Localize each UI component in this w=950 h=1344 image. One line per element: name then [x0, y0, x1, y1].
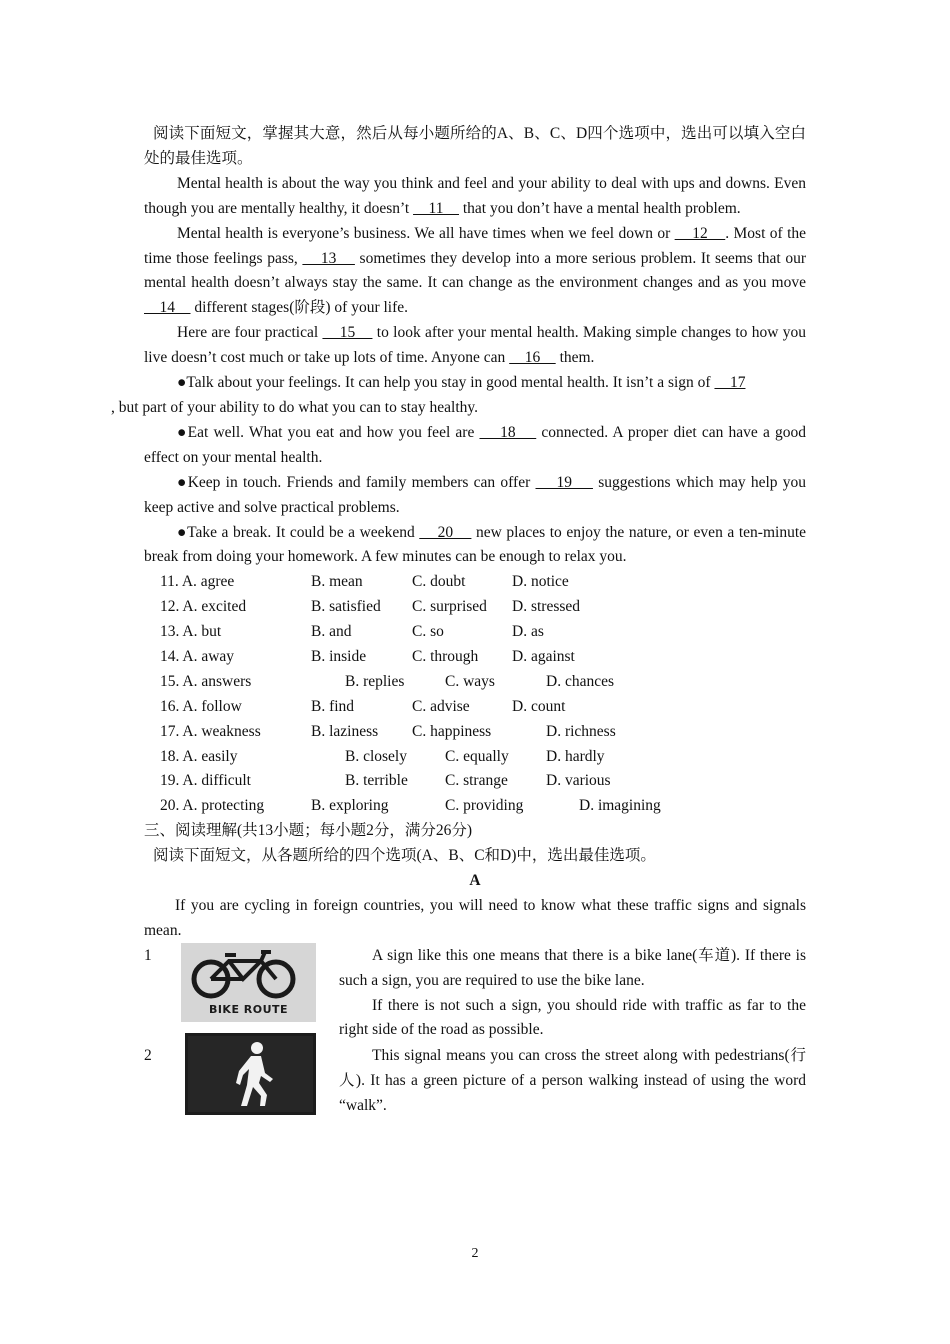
option-row-15: 15. A. answers B. replies C. ways D. chances — [160, 672, 614, 690]
options-list — [144, 570, 806, 819]
blank-13: 13 — [302, 249, 355, 267]
cloze-paragraph-1: Mental health is about the way you think and feel and your ability to deal with ups and downs. Even though you are mentally healthy, it doesn’t 11 that you don’t have a mental health problem. — [144, 174, 806, 217]
cloze-paragraph-7: ●Take a break. It could be a weekend 20 new places to enjoy the nature, or even a ten-minute break from doing your homework. A few minutes can be enough to relax you. — [144, 523, 806, 566]
cloze-paragraph-3: Here are four practical 15 to look after your mental health. Making simple changes to how you live doesn’t cost much or take up lots of time. Anyone can 16 them. — [144, 324, 806, 367]
option-row-18: 18. A. easily B. closely C. equally D. hardly — [160, 747, 605, 765]
sign-item-1 — [144, 944, 806, 1044]
option-row-11: 11. A. agree B. mean C. doubt D. notice — [160, 573, 569, 591]
blank-17: 17 — [714, 374, 746, 392]
option-row-16: 16. A. follow B. find C. advise D. count — [160, 697, 566, 715]
blank-16: 16 — [509, 349, 556, 367]
item-2-text: This signal means you can cross the street along with pedestrians(行人). It has a green picture of a person walking instead of using the word “walk”. — [339, 1046, 806, 1114]
page-number: 2 — [471, 1246, 479, 1261]
cloze-paragraph-5: ●Eat well. What you eat and how you feel are 18 connected. A proper diet can have a good effect on your mental health. — [144, 423, 807, 466]
bike-route-sign — [181, 943, 316, 1022]
option-row-13: 13. A. but B. and C. so D. as — [160, 623, 544, 641]
item-number: 2 — [144, 1046, 152, 1064]
item-1-text: A sign like this one means that there is a bike lane(车道). If there is such a sign, you are required to use the bike lane. If there is not such a sign, you should ride with traffic as far to the right side of the road as possible. — [339, 946, 806, 1039]
cloze-paragraph-2: Mental health is everyone’s business. We all have times when we feel down or 12 . Most of the time those feelings pass, 13 sometimes they develop into a more serious problem. It seems that our mental health doesn’t always stay the same. It can change as the environment changes and as you move 14 different stages(阶段) of your life. — [144, 224, 807, 317]
blank-15: 15 — [322, 324, 373, 342]
blank-19: 19 — [535, 473, 593, 491]
walking-person-icon — [185, 1033, 316, 1115]
blank-11: 11 — [413, 199, 459, 217]
cloze-instruction: 阅读下面短文，掌握其大意，然后从每小题所给的A、B、C、D四个选项中，选出可以填入空白处的最佳选项。 — [144, 125, 806, 167]
blank-18: 18 — [479, 423, 537, 441]
cloze-paragraph-4: ●Talk about your feelings. It can help you stay in good mental health. It isn’t a sign of 17 , but part of your ability to do what you can to stay healthy. — [111, 374, 746, 416]
option-row-14: 14. A. away B. inside C. through D. against — [160, 647, 575, 665]
reading-instruction: 阅读下面短文，从各题所给的四个选项(A、B、C和D)中，选出最佳选项。 — [153, 847, 656, 865]
option-row-19: 19. A. difficult B. terrible C. strange D. various — [160, 772, 611, 790]
cloze-paragraph-6: ●Keep in touch. Friends and family members can offer 19 suggestions which may help you keep active and solve practical problems. — [144, 473, 807, 516]
blank-12: 12 — [674, 224, 726, 242]
blank-14: 14 — [144, 299, 191, 317]
item-number: 1 — [144, 946, 152, 964]
option-row-17: 17. A. weakness B. laziness C. happiness D. richness — [160, 722, 616, 740]
blank-20: 20 — [419, 523, 472, 541]
sign-item-2 — [144, 1044, 806, 1144]
section-title: 三、阅读理解(共13小题；每小题2分，满分26分) — [144, 822, 473, 840]
sign-text: BIKE ROUTE — [208, 1002, 289, 1016]
page-content — [111, 122, 807, 1144]
walk-signal-image — [185, 1033, 316, 1115]
option-row-12: 12. A. excited B. satisfied C. surprised D. stressed — [160, 598, 581, 616]
passage-label: A — [469, 872, 481, 890]
passage-intro: If you are cycling in foreign countries, you will need to know what these traffic signs and signals mean. — [144, 896, 806, 939]
option-row-20: 20. A. protecting B. exploring C. providing D. imagining — [160, 797, 661, 815]
